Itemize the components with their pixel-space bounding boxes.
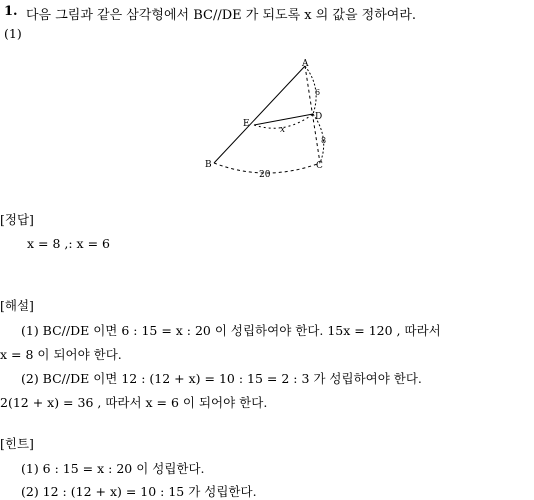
explanation-line-4: 2(12 + x) = 36 , 따라서 x = 6 이 되어야 한다. [0,395,268,410]
problem-number: 1. [4,4,18,19]
label-b: B [205,160,212,170]
label-a: A [302,59,309,69]
hint-line-1: (1) 6 : 15 = x : 20 이 성립한다. [21,461,205,476]
explanation-heading: [해설] [0,298,34,313]
explanation-line-2: x = 8 이 되어야 한다. [0,347,122,362]
side-ab [214,66,305,163]
length-ed: x [280,125,286,135]
length-dc: 8 [321,136,327,145]
length-ad: 6 [315,88,321,97]
label-e: E [243,119,250,129]
explanation-line-3: (2) BC//DE 이면 12 : (12 + x) = 10 : 15 = 2 : 3 가 성립하여야 한다. [21,371,422,386]
hint-heading: [힌트] [0,436,34,451]
label-d: D [315,112,323,122]
problem-statement: 다음 그림과 같은 삼각형에서 BC//DE 가 되도록 x 의 값을 정하여라. [26,8,417,23]
segment-ed [254,114,313,125]
label-c: C [316,161,323,171]
length-bc: 20 [259,170,271,180]
answer-text: x = 8 ,: x = 6 [27,236,110,251]
explanation-line-1: (1) BC//DE 이면 6 : 15 = x : 20 이 성립하여야 한다. 15x = 120 , 따라서 [21,323,441,338]
answer-heading: [정답] [0,212,34,227]
hint-line-2: (2) 12 : (12 + x) = 10 : 15 가 성립한다. [21,484,257,499]
problem-part: (1) [4,26,22,41]
